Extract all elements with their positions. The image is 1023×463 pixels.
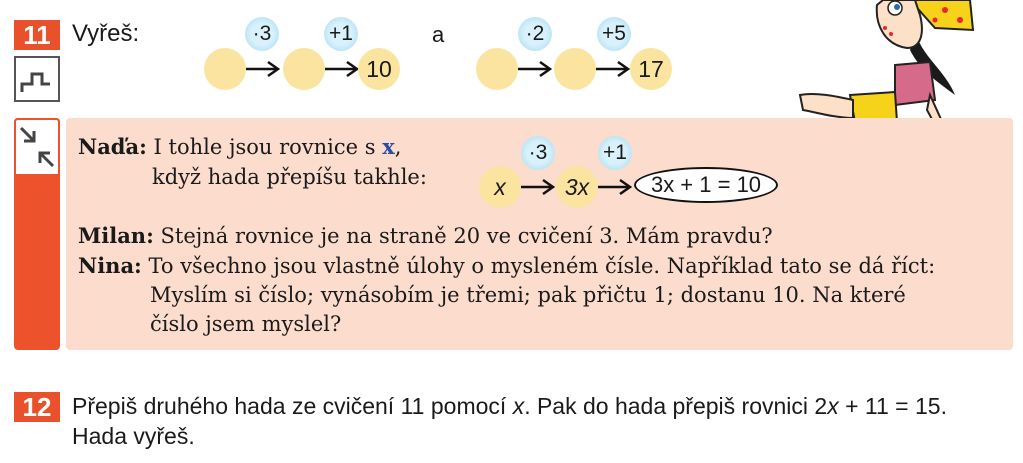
connector-a: a [432, 22, 445, 47]
snake2-op1-bubble: ·2 [518, 17, 552, 51]
arrow-right-icon [598, 178, 634, 196]
arrow-right-icon [596, 60, 632, 78]
ex12-text-c: + 11 = 15. [838, 393, 947, 419]
variable-x: x [382, 134, 395, 159]
nada-snake-start-circle: x [479, 166, 521, 208]
arrow-right-icon [246, 60, 282, 78]
ex12-text-a: Přepiš druhého hada ze cvičení 11 pomocí [72, 393, 513, 419]
exercise-11-instruction: Vyřeš: [72, 20, 140, 47]
ex12-text-b: . Pak do hada přepiš rovnici 2 [524, 393, 828, 419]
milan-text: Stejná rovnice je na straně 20 ve cvičení 3. Mám pravdu? [160, 224, 773, 248]
nada-line-2: když hada přepíšu takhle: [152, 165, 427, 189]
nada-text-1b: , [394, 135, 402, 159]
nada-snake-mid-circle: 3x [556, 166, 598, 208]
snake1-op1-bubble: ·3 [245, 17, 279, 51]
nina-text-1: To všechno jsou vlastně úlohy o mysleném čísle. Například tato se dá říct: [148, 254, 936, 278]
nada-snake-op1-bubble: ·3 [521, 136, 555, 170]
arrow-right-icon [325, 60, 361, 78]
speaker-milan: Milan: [78, 223, 154, 248]
snake2-op2-bubble: +5 [597, 17, 631, 51]
nina-line-1 [78, 251, 935, 281]
nina-line-3: číslo jsem myslel? [150, 312, 342, 336]
speaker-nada: Naďa: [78, 134, 147, 159]
snake2-result-circle: 17 [630, 48, 672, 90]
nina-line-2: Myslím si číslo; vynásobím je třemi; pak přičtu 1; dostanu 10. Na které [150, 283, 906, 307]
snake1-empty-circle-1 [204, 48, 246, 90]
arrow-right-icon [521, 178, 557, 196]
exercise-number-11: 11 [14, 20, 60, 50]
nada-snake-equation: 3x + 1 = 10 [634, 167, 778, 203]
exercise-12-line-2: Hada vyřeš. [72, 423, 195, 449]
snake2-empty-circle-1 [476, 48, 518, 90]
speaker-nina: Nina: [78, 253, 142, 278]
milan-line [78, 221, 773, 251]
nada-line-1 [78, 132, 401, 162]
snake2-empty-circle-2 [554, 48, 596, 90]
compress-arrows-icon [14, 118, 60, 176]
snake1-empty-circle-2 [283, 48, 325, 90]
nada-text-1a: I tohle jsou rovnice s [153, 135, 383, 159]
exercise-12-line-1 [72, 393, 947, 420]
stairs-icon [14, 56, 60, 102]
arrow-right-icon [518, 60, 554, 78]
snake1-result-circle: 10 [358, 48, 400, 90]
nada-snake-op2-bubble: +1 [598, 136, 632, 170]
variable-x: x [512, 393, 525, 419]
exercise-number-12: 12 [14, 392, 60, 422]
variable-x: x [827, 393, 839, 419]
snake1-op2-bubble: +1 [324, 17, 358, 51]
